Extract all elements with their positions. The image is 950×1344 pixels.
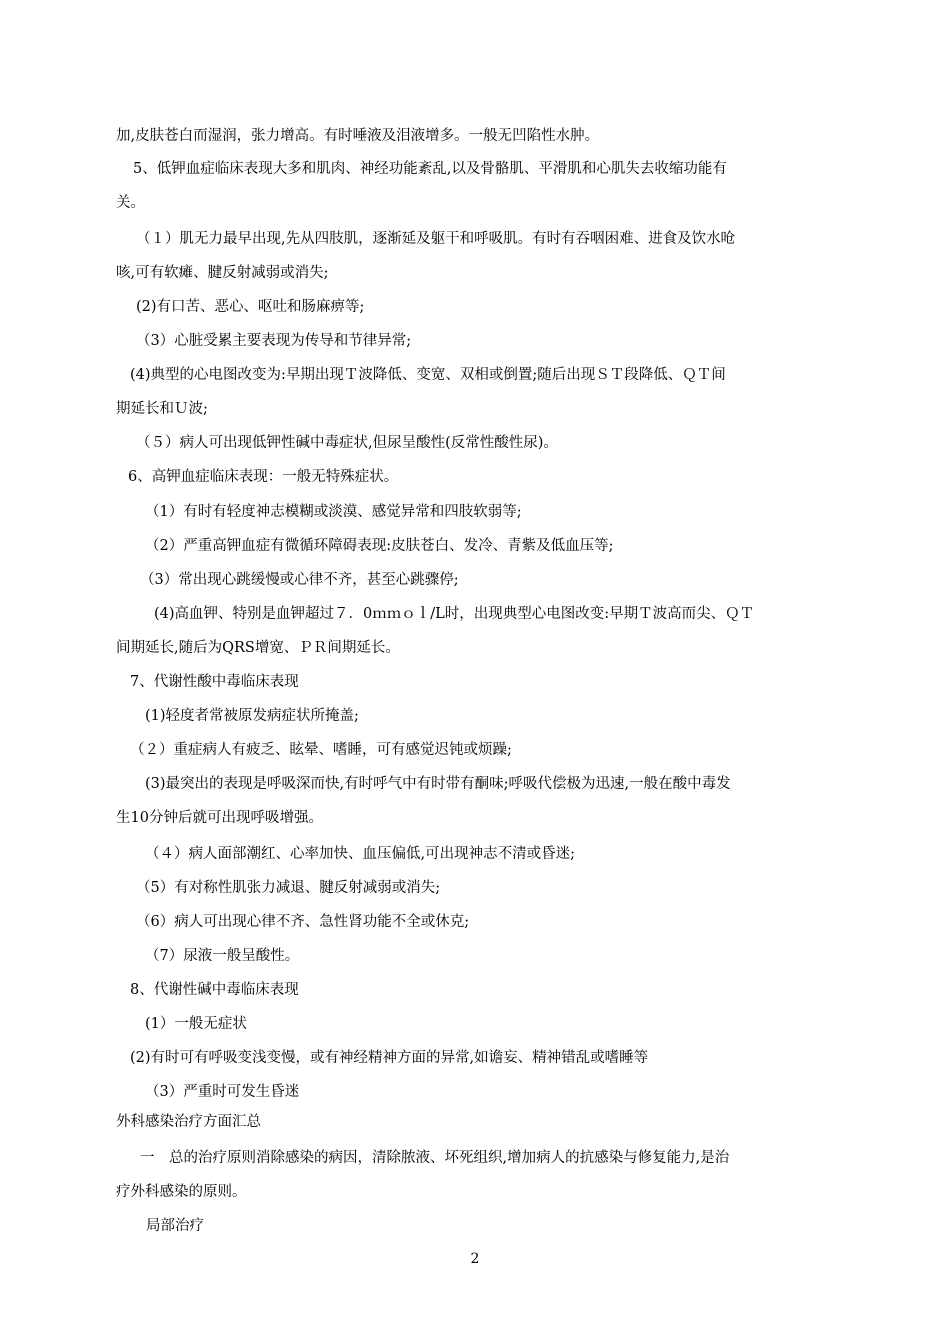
text-line: （２）重症病人有疲乏、眩晕、嗜睡，可有感觉迟钝或烦躁; — [130, 742, 512, 758]
text-line: (3)最突出的表现是呼吸深而快,有时呼气中有时带有酮味;呼吸代偿极为迅速,一般在酸中毒发 — [145, 776, 731, 792]
text-line: 6、高钾血症临床表现：一般无特殊症状。 — [128, 469, 399, 485]
text-line: 生10分钟后就可出现呼吸增强。 — [116, 810, 323, 826]
text-line: 一 总的治疗原则消除感染的病因，清除脓液、坏死组织,增加病人的抗感染与修复能力,是治 — [140, 1150, 730, 1166]
text-line: (2)有时可有呼吸变浅变慢，或有神经精神方面的异常,如谵妄、精神错乱或嗜睡等 — [130, 1050, 649, 1066]
text-line: （3）常出现心跳缓慢或心律不齐，甚至心跳骤停; — [140, 572, 459, 588]
text-line: 加,皮肤苍白而湿润，张力增高。有时唾液及泪液增多。一般无凹陷性水肿。 — [116, 128, 600, 144]
text-line: （1）有时有轻度神志模糊或淡漠、感觉异常和四肢软弱等; — [145, 504, 522, 520]
text-line: （１）肌无力最早出现,先从四肢肌，逐渐延及躯干和呼吸肌。有时有吞咽困难、进食及饮水呛 — [136, 231, 736, 247]
subsection-heading: 局部治疗 — [146, 1218, 204, 1234]
page-number: 2 — [470, 1251, 480, 1267]
text-line: （7）尿液一般呈酸性。 — [145, 948, 300, 964]
text-line: 疗外科感染的原则。 — [116, 1184, 247, 1200]
text-line: 8、代谢性碱中毒临床表现 — [130, 982, 299, 998]
text-line: (4)高血钾、特别是血钾超过７．0ｍｍｏｌ/L时，出现典型心电图改变:早期Ｔ波高而尖、ＱＴ — [154, 606, 755, 622]
text-line: (2)有口苦、恶心、呕吐和肠麻痹等; — [136, 299, 365, 315]
section-heading: 外科感染治疗方面汇总 — [116, 1114, 261, 1130]
text-line: （6）病人可出现心律不齐、急性肾功能不全或休克; — [136, 914, 470, 930]
text-line: （５）病人可出现低钾性碱中毒症状,但尿呈酸性(反常性酸性尿)。 — [136, 435, 558, 451]
text-line: （5）有对称性肌张力减退、腱反射减弱或消失; — [136, 880, 441, 896]
text-line: （3）心脏受累主要表现为传导和节律异常; — [136, 333, 412, 349]
text-line: 7、代谢性酸中毒临床表现 — [130, 674, 299, 690]
text-line: (1）一般无症状 — [145, 1016, 247, 1032]
text-line: 关。 — [116, 195, 145, 211]
text-line: 期延长和Ｕ波; — [116, 401, 208, 417]
text-line: (1)轻度者常被原发病症状所掩盖; — [145, 708, 359, 724]
text-line: （2）严重高钾血症有微循环障碍表现:皮肤苍白、发冷、青紫及低血压等; — [145, 538, 614, 554]
text-line: 咳,可有软瘫、腱反射减弱或消失; — [116, 265, 329, 281]
text-line: 5、低钾血症临床表现大多和肌肉、神经功能紊乱,以及骨骼肌、平滑肌和心肌失去收缩功能有 — [133, 161, 727, 177]
text-line: 间期延长,随后为QRS增宽、ＰＲ间期延长。 — [116, 640, 400, 656]
text-line: (4)典型的心电图改变为:早期出现Ｔ波降低、变宽、双相或倒置;随后出现ＳＴ段降低、ＱＴ间 — [130, 367, 726, 383]
text-line: （４）病人面部潮红、心率加快、血压偏低,可出现神志不清或昏迷; — [145, 846, 575, 862]
text-line: （3）严重时可发生昏迷 — [145, 1084, 300, 1100]
